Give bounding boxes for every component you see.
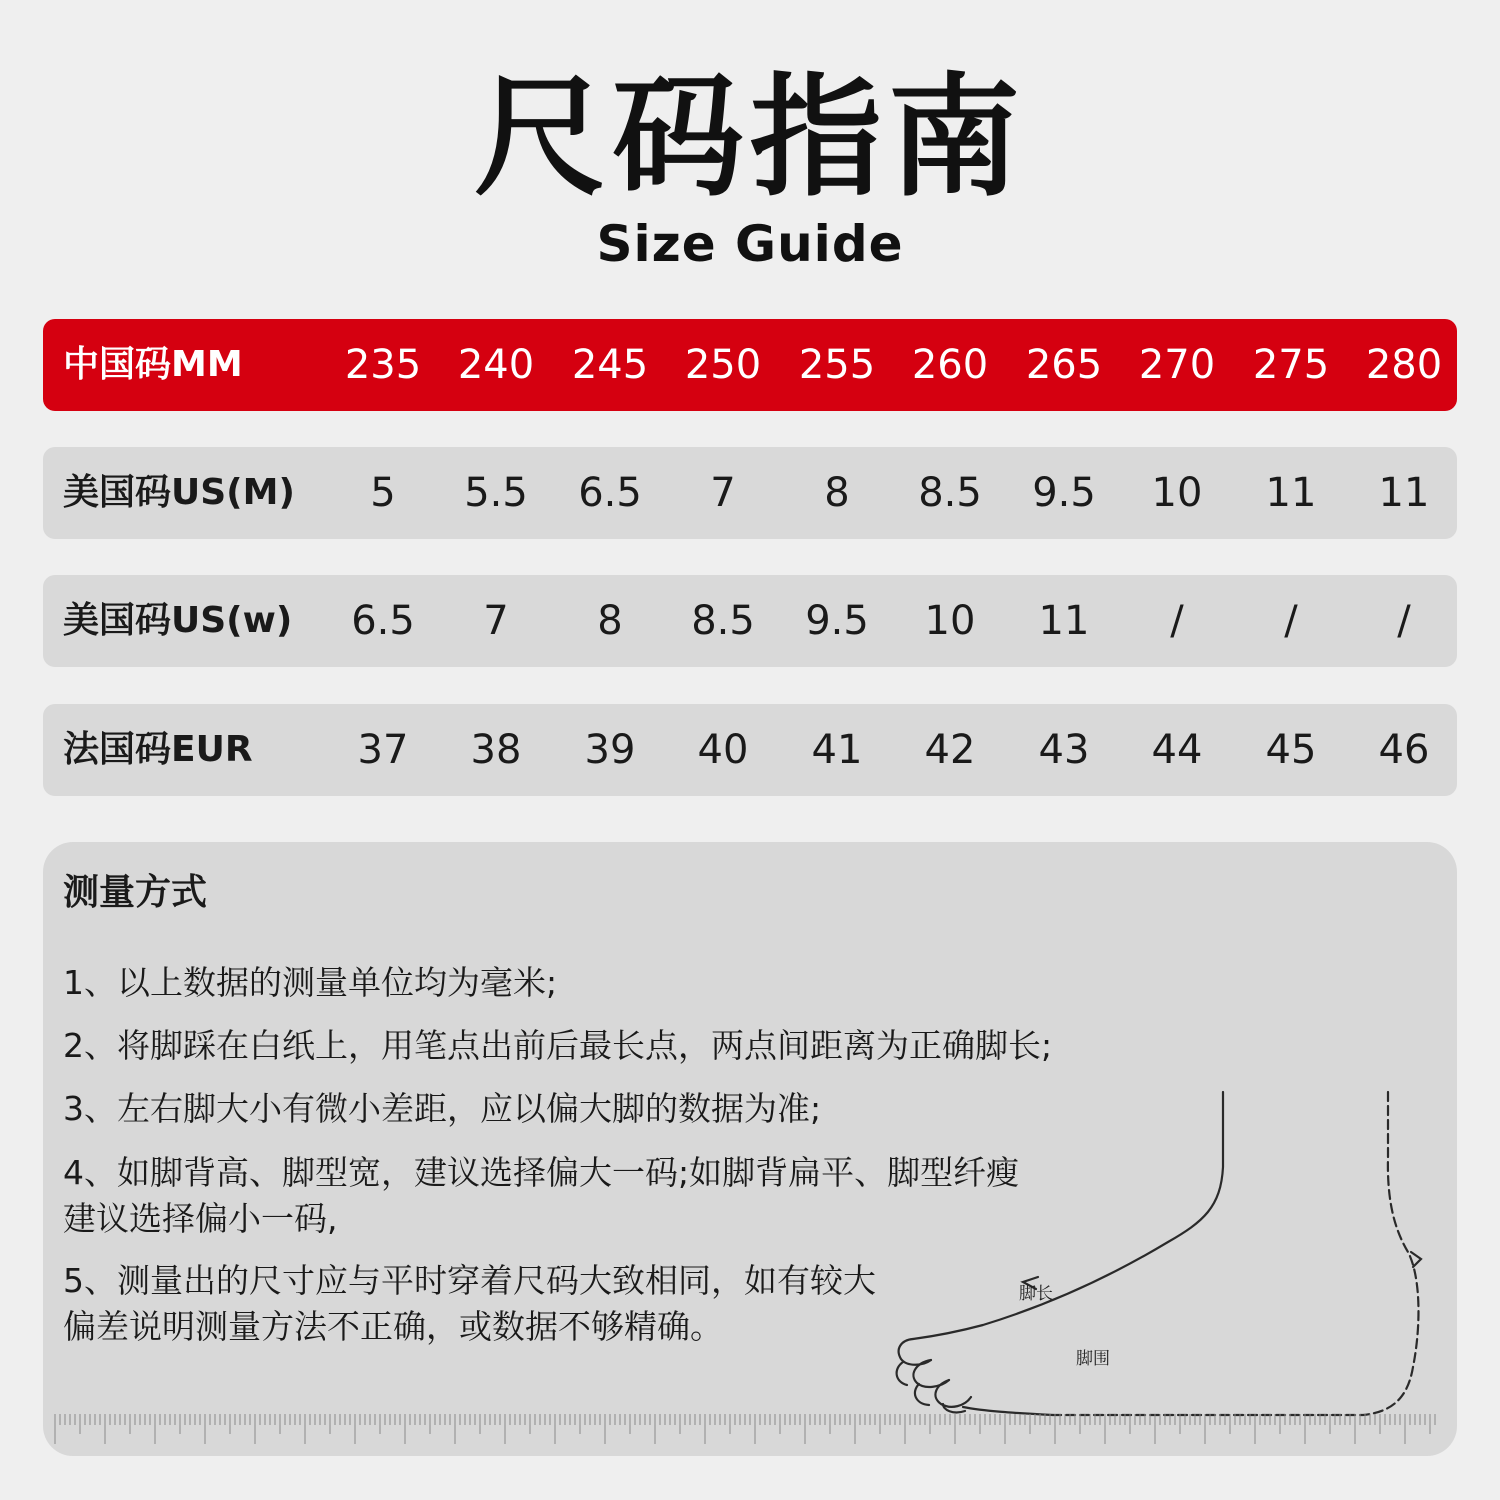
size-cell: 265 — [1025, 342, 1103, 388]
measurement-note: 建议选择偏小一码, — [63, 1199, 338, 1238]
foot-length-label: 脚长 — [1019, 1284, 1053, 1304]
size-cell: 235 — [344, 342, 422, 388]
size-cell: 41 — [811, 727, 863, 773]
size-cell: 240 — [457, 342, 535, 388]
size-cell: 8 — [824, 470, 850, 516]
size-cell: 9.5 — [805, 598, 869, 644]
measurement-note: 2、将脚踩在白纸上，用笔点出前后最长点，两点间距离为正确脚长; — [63, 1026, 1053, 1065]
size-cell: 39 — [584, 727, 636, 773]
measurement-note: 5、测量出的尺寸应与平时穿着尺码大致相同，如有较大 — [63, 1261, 876, 1300]
size-cell: 5.5 — [464, 470, 528, 516]
size-cell: 280 — [1365, 342, 1443, 388]
measurement-note: 偏差说明测量方法不正确，或数据不够精确。 — [63, 1307, 723, 1346]
size-row-us-m — [43, 447, 1457, 539]
size-cell: 270 — [1138, 342, 1216, 388]
size-cell: 245 — [571, 342, 649, 388]
size-cell: 7 — [710, 470, 736, 516]
size-cell: 7 — [483, 598, 509, 644]
size-cell: 40 — [697, 727, 749, 773]
measurement-title: 测量方式 — [63, 872, 208, 913]
size-cell: 5 — [370, 470, 396, 516]
size-cell: 275 — [1252, 342, 1330, 388]
size-row-us-w — [43, 575, 1457, 667]
foot-diagram-icon — [873, 1077, 1433, 1427]
row-label: 美国码US(w) — [63, 600, 293, 641]
size-cell: 8.5 — [918, 470, 982, 516]
size-cell: 10 — [1151, 470, 1203, 516]
size-cell: 8 — [597, 598, 623, 644]
size-cell: 255 — [798, 342, 876, 388]
size-cell: 38 — [470, 727, 522, 773]
foot-girth-label: 脚围 — [1076, 1349, 1110, 1369]
page-subtitle: Size Guide — [596, 215, 904, 273]
size-row-cn-mm — [43, 319, 1457, 411]
size-cell: 6.5 — [578, 470, 642, 516]
size-cell: 9.5 — [1032, 470, 1096, 516]
measurement-note: 4、如脚背高、脚型宽，建议选择偏大一码;如脚背扁平、脚型纤瘦 — [63, 1153, 1020, 1192]
size-cell: 6.5 — [351, 598, 415, 644]
size-cell: 10 — [924, 598, 976, 644]
row-label: 中国码MM — [63, 344, 243, 385]
size-cell: 45 — [1265, 727, 1317, 773]
size-cell: 11 — [1378, 470, 1430, 516]
size-cell: 11 — [1265, 470, 1317, 516]
size-cell: 260 — [911, 342, 989, 388]
size-cell: 42 — [924, 727, 976, 773]
size-cell: 250 — [684, 342, 762, 388]
size-cell: 11 — [1038, 598, 1090, 644]
size-cell: / — [1397, 598, 1411, 644]
size-cell: 46 — [1378, 727, 1430, 773]
size-cell: 8.5 — [691, 598, 755, 644]
size-cell: 44 — [1151, 727, 1203, 773]
measurement-panel — [43, 842, 1457, 1456]
measurement-note: 3、左右脚大小有微小差距，应以偏大脚的数据为准; — [63, 1089, 822, 1128]
size-cell: / — [1284, 598, 1298, 644]
row-label: 法国码EUR — [63, 729, 253, 770]
size-row-eur — [43, 704, 1457, 796]
row-label: 美国码US(M) — [63, 472, 295, 513]
measurement-note: 1、以上数据的测量单位均为毫米; — [63, 963, 558, 1002]
size-cell: 43 — [1038, 727, 1090, 773]
size-cell: 37 — [357, 727, 409, 773]
ruler-icon — [53, 1414, 1437, 1448]
page-title: 尺码指南 — [474, 61, 1026, 215]
size-cell: / — [1170, 598, 1184, 644]
